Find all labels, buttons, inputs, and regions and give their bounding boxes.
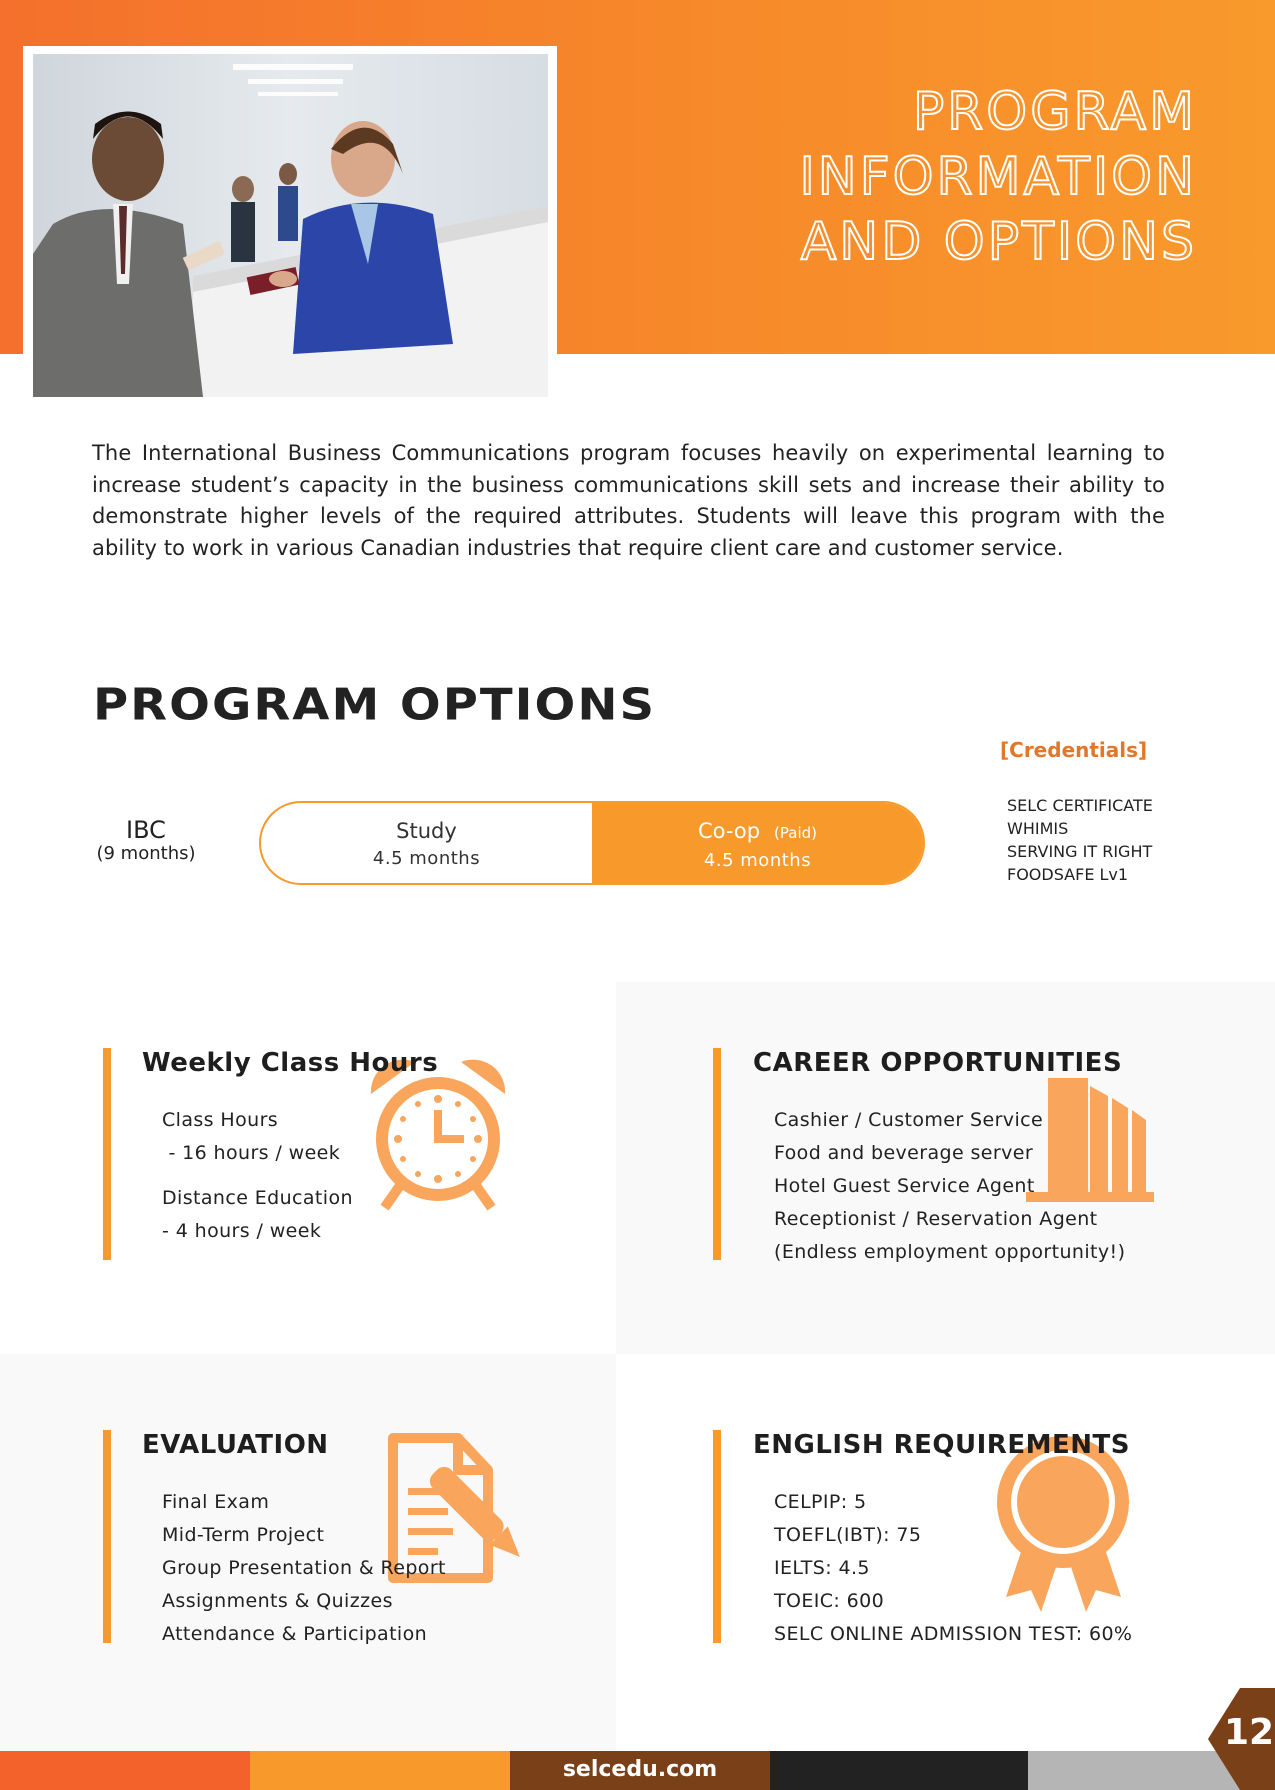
footer-website-link[interactable]: selcedu.com — [562, 1757, 718, 1782]
english-requirements-section — [713, 1430, 1253, 1644]
list-item: Group Presentation & Report — [162, 1557, 446, 1579]
list-item: (Endless employment opportunity!) — [774, 1241, 1126, 1263]
section-accent-bar — [103, 1048, 111, 1260]
list-item: Food and beverage server — [774, 1142, 1034, 1164]
list-item: - 16 hours / week — [162, 1142, 341, 1164]
section-accent-bar — [103, 1430, 111, 1643]
weekly-hours-list — [162, 1104, 353, 1248]
evaluation-section — [103, 1430, 583, 1644]
coop-label: Co-op — [697, 819, 761, 843]
credentials-title: [Credentials] — [1000, 738, 1148, 762]
coop-duration: 4.5 months — [703, 850, 812, 871]
evaluation-list — [162, 1486, 446, 1651]
page-number: 12 — [1224, 1712, 1275, 1753]
title-line-2: INFORMATION — [799, 147, 1197, 207]
list-item: Mid-Term Project — [162, 1524, 325, 1546]
english-requirements-title: ENGLISH REQUIREMENTS — [753, 1430, 1130, 1460]
program-label — [80, 816, 212, 864]
list-item: Assignments & Quizzes — [162, 1590, 393, 1612]
list-item: Distance Education — [162, 1187, 353, 1209]
weekly-hours-title: Weekly Class Hours — [142, 1048, 439, 1078]
list-item: CELPIP: 5 — [774, 1491, 867, 1513]
title-line-1: PROGRAM — [912, 82, 1197, 142]
list-item: Class Hours — [162, 1109, 279, 1131]
page-title — [637, 80, 1197, 275]
title-line-3: AND OPTIONS — [800, 212, 1197, 272]
coop-note: (Paid) — [774, 824, 817, 842]
program-options-heading: PROGRAM OPTIONS — [93, 680, 657, 731]
list-item: TOEIC: 600 — [774, 1590, 885, 1612]
program-timeline-pill — [259, 801, 925, 885]
list-item: SELC ONLINE ADMISSION TEST: 60% — [774, 1623, 1133, 1645]
list-item: Hotel Guest Service Agent — [774, 1175, 1035, 1197]
credential-item: FOODSAFE Lv1 — [1007, 865, 1129, 884]
evaluation-title: EVALUATION — [142, 1430, 329, 1460]
section-accent-bar — [713, 1430, 721, 1643]
weekly-hours-section — [103, 1048, 583, 1262]
english-requirements-list — [774, 1486, 1132, 1651]
credential-item: WHIMIS — [1007, 819, 1069, 838]
intro-paragraph: The International Business Communications program focuses heavily on experimental learning to increase student’s capacity in the business communications skill sets and increase their ability to demonstrate higher levels of the required attributes. Students will leave this program with the ability to work in various Canadian industries that require client care and customer service. — [92, 441, 1165, 560]
study-label: Study — [396, 819, 457, 843]
coop-segment — [592, 803, 923, 883]
program-duration: (9 months) — [96, 843, 196, 864]
careers-list — [774, 1104, 1125, 1269]
careers-section — [713, 1048, 1253, 1262]
list-item: Receptionist / Reservation Agent — [774, 1208, 1098, 1230]
credential-item: SERVING IT RIGHT — [1007, 842, 1153, 861]
careers-title: CAREER OPPORTUNITIES — [753, 1048, 1123, 1078]
list-item: Attendance & Participation — [162, 1623, 428, 1645]
credentials-list — [1007, 794, 1153, 886]
study-duration: 4.5 months — [372, 848, 481, 869]
list-item: Cashier / Customer Service — [774, 1109, 1044, 1131]
credential-item: SELC CERTIFICATE — [1007, 796, 1153, 815]
alarm-clock-icon — [363, 1054, 513, 1214]
header-photo — [33, 54, 548, 397]
list-item: Final Exam — [162, 1491, 270, 1513]
list-item: - 4 hours / week — [162, 1220, 322, 1242]
list-item: IELTS: 4.5 — [774, 1557, 870, 1579]
program-name: IBC — [126, 816, 166, 844]
section-accent-bar — [713, 1048, 721, 1260]
study-segment — [261, 803, 592, 883]
list-item: TOEFL(IBT): 75 — [774, 1524, 922, 1546]
